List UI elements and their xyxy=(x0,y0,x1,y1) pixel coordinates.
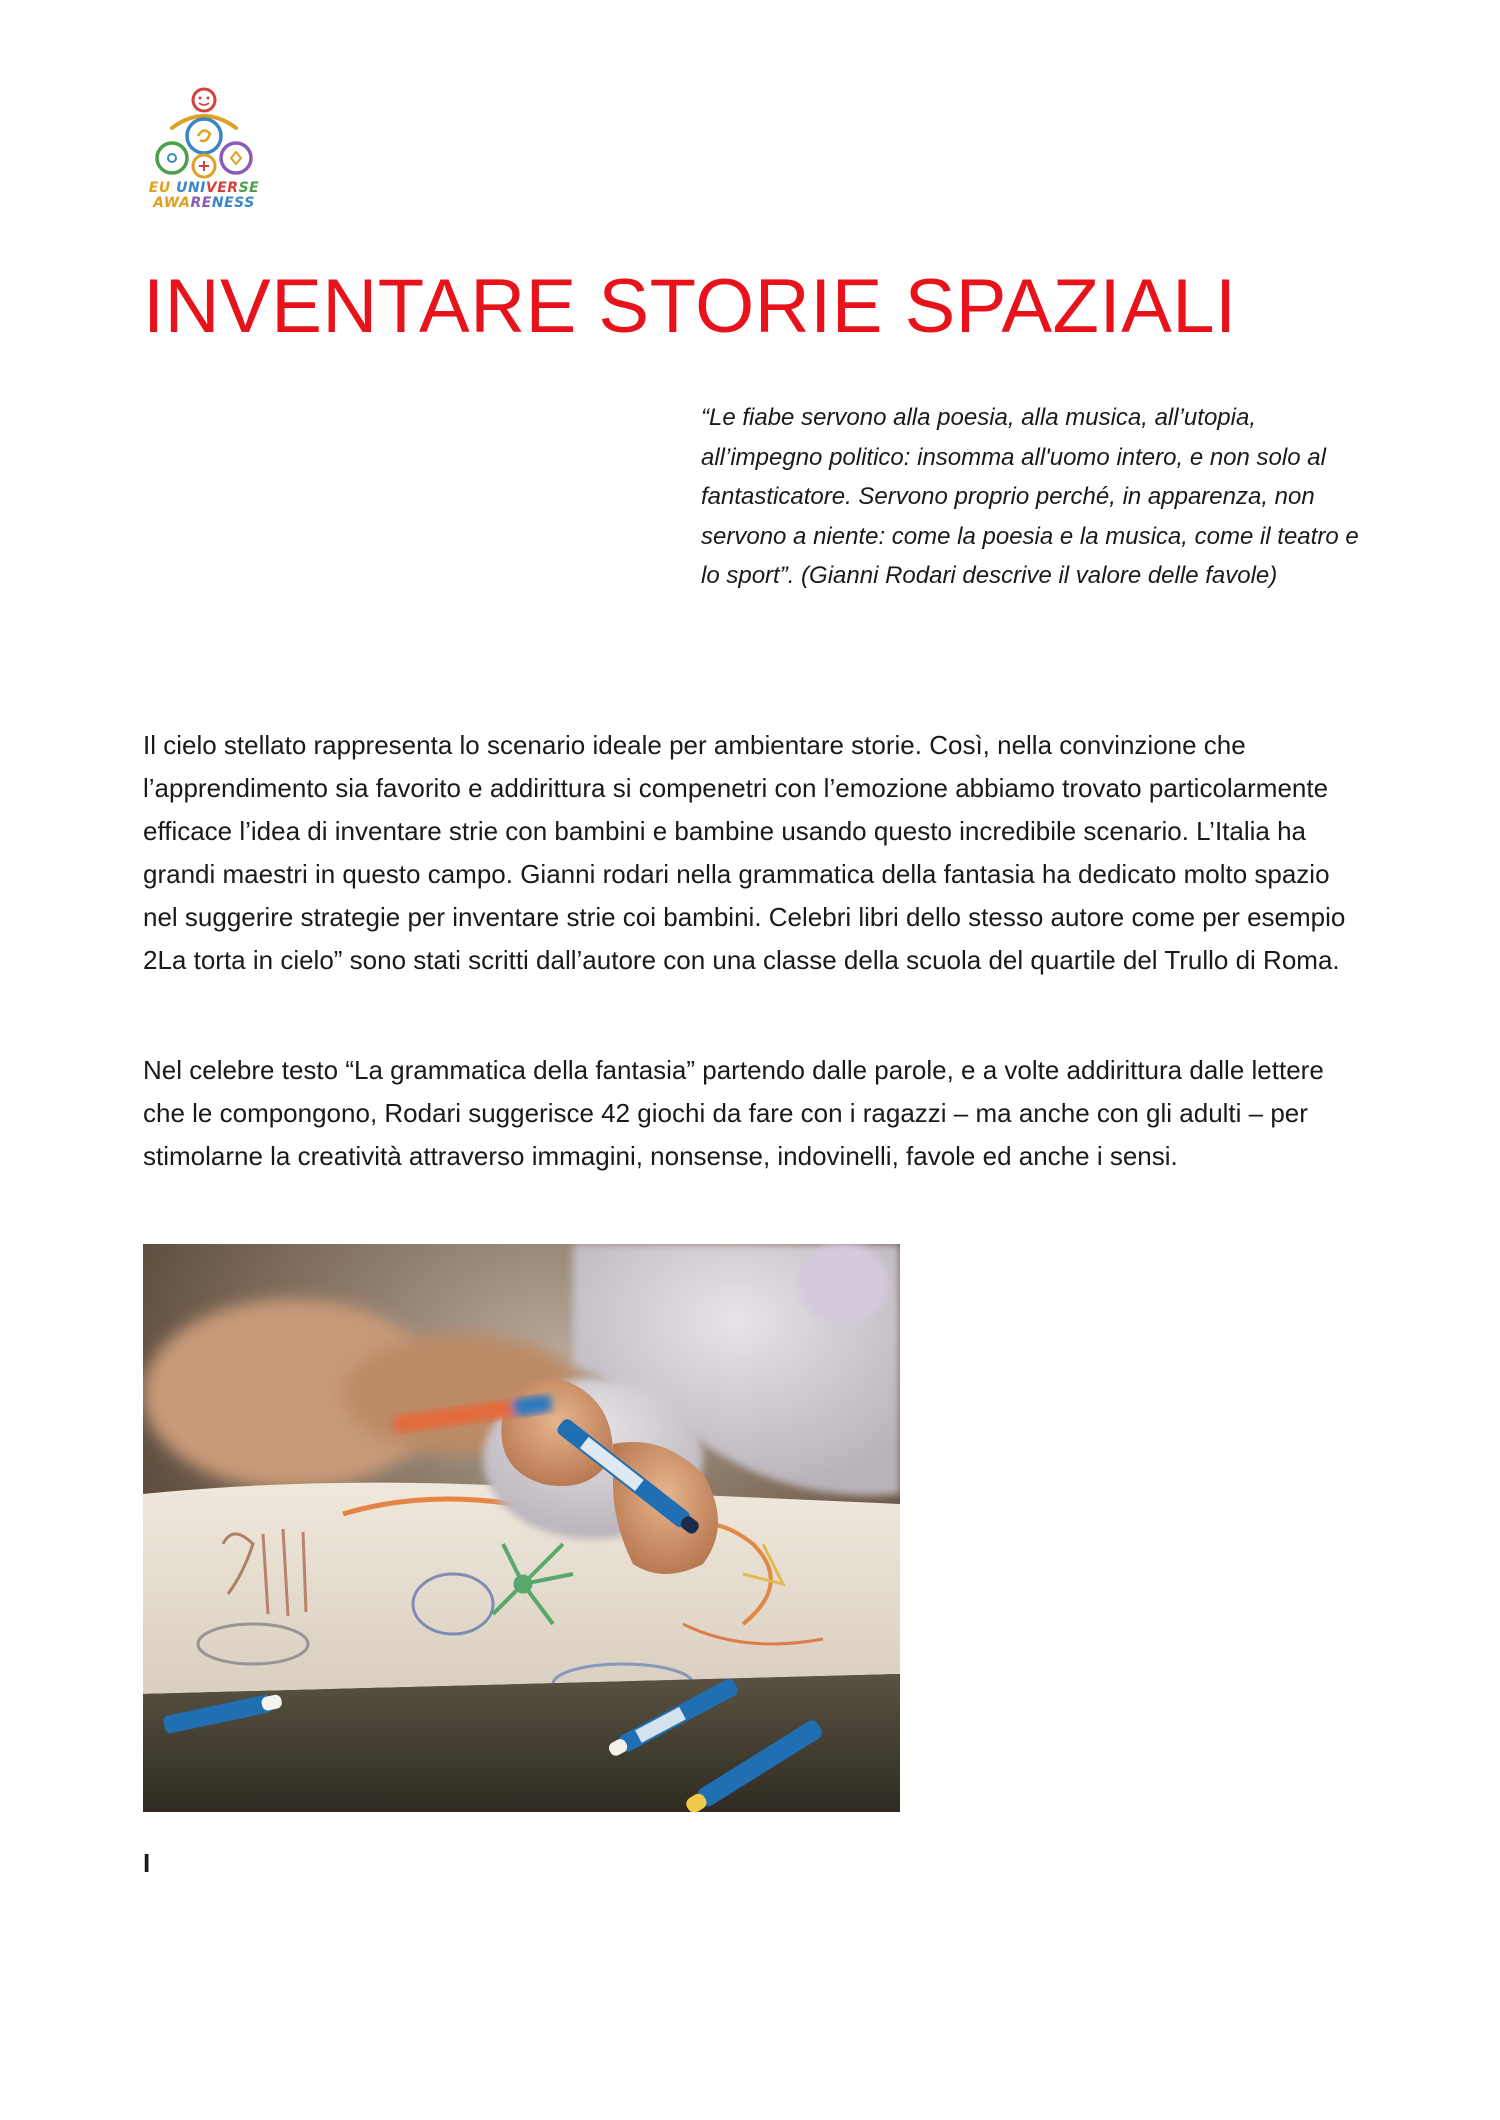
children-drawing-photo-illustration xyxy=(143,1244,900,1812)
page-title: INVENTARE STORIE SPAZIALI xyxy=(143,264,1237,349)
logo-figure-icon xyxy=(142,86,266,182)
body-paragraph-2: Nel celebre testo “La grammatica della fantasia” partendo dalle parole, e a volte addirittura dalle lettere che le compongono, Rodari suggerisce 42 giochi da fare con i ragazzi – ma anche con gli adulti – per stimolarne la creatività attraverso immagini, nonsense, indovinelli, favole ed anche i sensi. xyxy=(143,1055,1324,1171)
eu-universe-awareness-logo xyxy=(142,86,266,218)
logo-wordmark-line1: EU UNIVERSE xyxy=(148,180,260,196)
children-drawing-photo xyxy=(143,1244,900,1812)
epigraph-quote: “Le fiabe servono alla poesia, alla musica, all’utopia, all’impegno politico: insomma all'uomo intero, e non solo al fantasticatore. Servono proprio perché, in apparenza, non servono a niente: come la poesia e la musica, come il teatro e lo sport”. (Gianni Rodari descrive il valore delle favole) xyxy=(701,404,1359,589)
trailing-text-mark: I xyxy=(143,1848,151,1878)
logo-wordmark-line2: AWARENESS xyxy=(153,195,255,211)
body-paragraph-1: Il cielo stellato rappresenta lo scenario ideale per ambientare storie. Così, nella convinzione che l’apprendimento sia favorito e addirittura si compenetri con l’emozione abbiamo trovato particolarmente efficace l’idea di inventare strie con bambini e bambine usando questo incredibile scenario. L’Italia ha grandi maestri in questo campo. Gianni rodari nella grammatica della fantasia ha dedicato molto spazio nel suggerire strategie per inventare strie coi bambini. Celebri libri dello stesso autore come per esempio 2La torta in cielo” sono stati scritti dall’autore con una classe della scuola del quartile del Trullo di Roma. xyxy=(143,730,1346,975)
